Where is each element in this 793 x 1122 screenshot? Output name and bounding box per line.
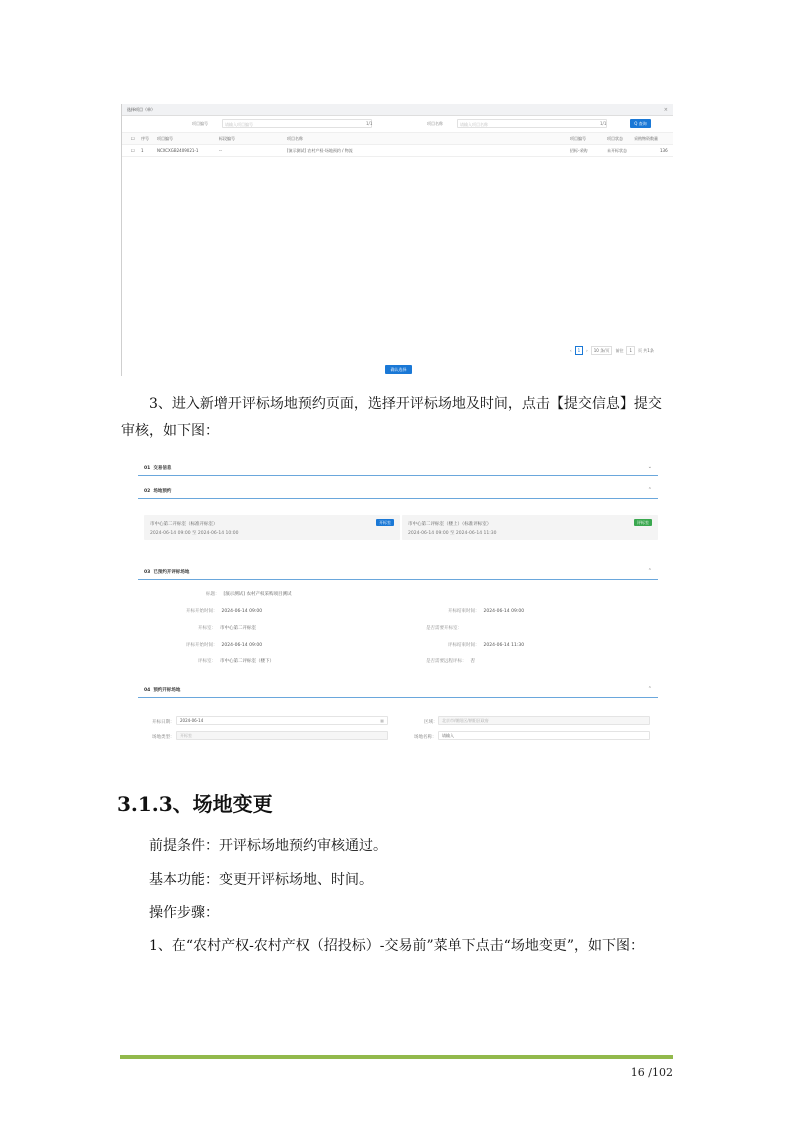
step-1-text: 1、在“农村产权-农村产权（招投标）-交易前”菜单下点击“场地变更”，如下图： [149,938,644,954]
venue-card-open[interactable] [144,515,400,540]
row-col7: 招标-采购 [570,148,588,153]
table-header [122,133,673,145]
section-title: 已预约开评标场地 [153,570,190,575]
total-label: 页 共1条 [638,347,654,353]
section-venue-booking[interactable]: 02 场地预约 ⌃ [138,484,658,499]
step-3-text: 3、进入新增开评标场地预约页面，选择开评标场地及时间，点击【提交信息】提交审核，如下图： [121,396,662,439]
section-heading: 3.1.3、场地变更 [117,792,273,816]
dialog-title: 选择项目（单） [127,106,155,112]
page-size-select[interactable]: 10 条/页 [591,346,613,355]
header-checkbox[interactable]: ☐ [131,136,135,141]
row-checkbox[interactable]: ☐ [131,148,135,153]
booked-row: 评标开始时间： 2024-06-14 09:00 [186,643,263,648]
project-code-label: 项目编号 [192,121,208,126]
header-code: 项目编号 [157,136,173,141]
close-icon[interactable]: × [663,106,668,113]
pagination [570,346,654,355]
booked-row: 评标室： 市中心第二评标室（楼下） [198,659,274,664]
venue-booking-form [138,461,658,744]
project-code-input[interactable]: 请输入项目编号 [222,119,372,128]
booked-row: 开标室： 市中心第二开标室 [198,626,256,631]
booked-row: 是否需要远程评标： 否 [426,659,475,664]
open-date-input[interactable]: 2024-06-14 ▦ [176,716,388,725]
row-name-highlight: 物流 [344,148,353,153]
venue-name: 市中心第二开标室（标准开标室） [150,522,218,527]
section-title: 场地预约 [153,489,172,494]
project-select-dialog [121,104,673,376]
range-text-2: 1/1 [600,121,607,126]
venue-name-label: 场地名称： [414,735,437,740]
row-col8: 未开标状态 [607,148,627,153]
booked-row: 开标开始时间： 2024-06-14 09:00 [186,609,263,614]
venue-time: 2024-06-14 09:00 至 2024-06-14 10:00 [150,531,239,536]
project-name-label: 项目名称 [427,121,443,126]
booked-row: 开标结束时间： 2024-06-14 09:00 [448,609,525,614]
project-name-input[interactable]: 请输入项目名称 [457,119,607,128]
booked-title: 标题： [演示测试] 农村产权采购项目测试 [206,592,292,597]
venue-time: 2024-06-14 09:00 至 2024-06-14 11:30 [408,531,497,536]
table-row[interactable] [122,145,673,157]
header-col7: 项目编号 [570,136,586,141]
area-select[interactable]: 北京市/朝阳区/朝阳区政府 [438,716,650,725]
page-number-button[interactable]: 1 [575,346,584,355]
goto-label: 前往 [615,347,624,353]
chevron-up-icon[interactable]: ⌃ [647,568,652,574]
query-button[interactable]: Q 查询 [630,119,651,128]
booked-row: 评标结束时间： 2024-06-14 11:30 [448,643,525,648]
area-label: 区域： [424,720,438,725]
header-index: 序号 [141,136,149,141]
booked-row: 是否需要开标室： [426,626,462,631]
section-title: 预约开标场地 [153,688,181,693]
footer-rule [120,1055,673,1059]
calendar-icon: ▦ [380,718,384,723]
section-book-open-venue[interactable]: 04 预约开标场地 ⌃ [138,683,658,698]
row-code: NCXCXGB2409021-1 [157,148,199,153]
header-sub: 标段编号 [219,136,235,141]
steps-label: 操作步骤： [149,905,219,921]
page-number: 16 /102 [630,1066,673,1079]
precondition-text: 前提条件：开评标场地预约审核通过。 [149,838,387,854]
venue-name: 市中心第二评标室（楼上）（标准评标室） [408,522,492,527]
row-index: 1 [141,148,144,153]
header-col8: 项目状态 [607,136,623,141]
venue-card-eval[interactable] [402,515,658,540]
range-text: 1/1 [366,121,373,126]
open-room-button[interactable]: 开标室 [376,519,394,526]
row-col9: 136 [660,148,668,153]
section-booked-venues[interactable]: 03 已预约开评标场地 ⌃ [138,565,658,580]
section-title: 交易信息 [153,466,172,471]
chevron-up-icon[interactable]: ⌃ [647,487,652,493]
row-name: [演示测试] 农村产权-场地预约 / 物流 [287,148,353,153]
goto-input[interactable]: 1 [626,346,635,355]
prev-page-icon[interactable]: ‹ [570,348,572,353]
open-date-label: 开标日期： [152,720,175,725]
dialog-titlebar [122,104,673,116]
chevron-up-icon[interactable]: ⌃ [647,686,652,692]
venue-type-select[interactable]: 开标室 [176,731,388,740]
next-page-icon[interactable]: › [586,348,588,353]
row-sub: -- [219,148,222,153]
basic-function-text: 基本功能：变更开评标场地、时间。 [149,872,373,888]
search-bar [122,116,673,133]
venue-type-label: 场地类型： [152,735,175,740]
eval-room-button[interactable]: 评标室 [634,519,652,526]
header-col9: 采购物资数量 [634,136,658,141]
section-trade-info[interactable]: 01 交易信息 ⌄ [138,461,658,476]
chevron-down-icon[interactable]: ⌄ [647,464,652,470]
header-name: 项目名称 [287,136,303,141]
venue-name-input[interactable]: 请输入 [438,731,650,740]
confirm-select-button[interactable]: 确认选择 [385,365,412,374]
